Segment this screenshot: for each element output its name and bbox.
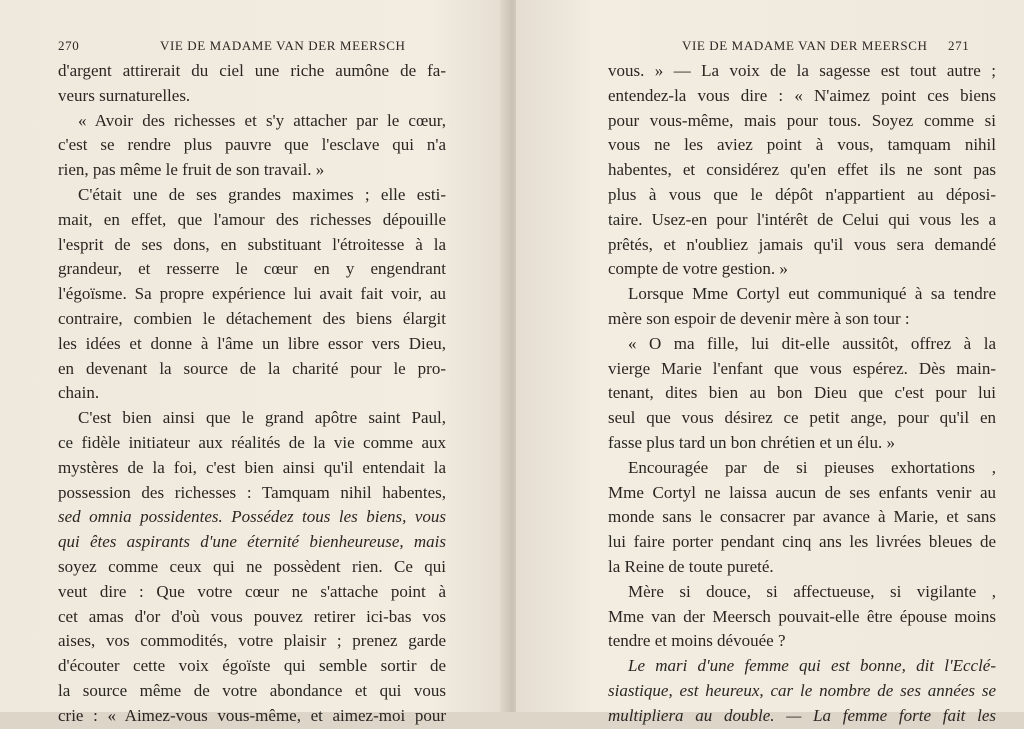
text-line: d'argent attirerait du ciel une riche aumône de fa- [58,61,446,80]
text-line-italic: sed omnia possidentes. Possédez tous les biens, vous [58,507,446,527]
right-page-number: 271 [948,38,970,53]
text-line: veut dire : Que votre cœur ne s'attache point à [58,581,446,601]
left-page [0,0,508,725]
text-line: « O ma fille, lui dit-elle aussitôt, offrez à la [628,333,996,353]
text-line: c'est se rendre plus pauvre que l'esclave qui n'a [58,135,446,155]
text-line: en devenant la source de la charité pour le pro- [58,358,446,378]
text-line: vous. » — La voix de la sagesse est tout autre ; [608,61,996,80]
text-line: Mme van der Meersch pouvait-elle être épouse moins [608,606,996,626]
text-line: taire. Usez-en pour l'intérêt de Celui qui vous les a [608,209,996,229]
text-line: vous ne les aviez point à vous, tamquam nihil [608,135,996,155]
text-line: veurs surnaturelles. [58,85,191,105]
text-line: ce fidèle initiateur aux réalités de la vie comme aux [58,432,446,452]
text-line: compte de votre gestion. » [608,259,788,279]
text-line: Mme Cortyl ne laissa aucun de ses enfants venir au [608,482,996,502]
text-line: cet amas d'or d'où vous pouvez retirer ici-bas vos [58,606,446,626]
text-line: habentes, et considérez qu'en effet ils ne sont pas [608,160,996,180]
text-line: l'égoïsme. Sa propre expérience lui avait fait voir, au [58,284,446,304]
text-line: seul que vous désirez ce petit ange, pour qu'il en [608,408,996,428]
text-line: fasse plus tard un bon chrétien et un élu. » [608,432,896,452]
right-running-head: VIE DE MADAME VAN DER MEERSCH [682,38,928,53]
text-line: l'esprit de ses dons, en substituant l'étroitesse à la [58,234,446,254]
text-line: Lorsque Mme Cortyl eut communiqué à sa tendre [628,284,996,304]
text-line: « Avoir des richesses et s'y attacher par le cœur, [78,110,446,130]
text-line: Mère si douce, si affectueuse, si vigilante , [628,581,996,601]
text-line: vierge Marie l'enfant que vous espérez. Dès main- [608,358,996,378]
text-line: C'est bien ainsi que le grand apôtre saint Paul, [78,408,446,428]
text-line: Encouragée par de si pieuses exhortations , [628,457,996,477]
text-line: tenant, dites bien au bon Dieu que c'est pour lui [608,383,996,403]
text-line: aises, vos commodités, votre plaisir ; prenez garde [58,631,446,651]
right-page-text [608,59,996,729]
text-line: chain. [58,383,100,403]
left-running-head: VIE DE MADAME VAN DER MEERSCH [160,38,406,53]
text-line-italic: multipliera au double. — La femme forte fait les [608,705,996,725]
text-line: d'écouter cette voix égoïste qui semble sortir de [58,656,446,676]
text-line-italic: Le mari d'une femme qui est bonne, dit l'Ecclé- [628,656,996,676]
text-line: entendez-la vous dire : « N'aimez point ces biens [608,85,996,105]
text-line-italic: siastique, est heureux, car le nombre de ses années se [608,680,996,700]
text-line: tendre et moins dévouée ? [608,631,786,651]
text-line: lui faire porter pendant cinq ans les livrées bleues de [608,532,996,552]
text-line: plus à vous que le dépôt n'appartient au déposi- [608,184,996,204]
text-line: mait, en effet, que l'amour des richesses dépouille [58,209,446,229]
text-line: mystères de la foi, c'est bien ainsi qu'il entendait la [58,457,446,477]
text-line: rien, pas même le fruit de son travail. » [58,160,325,180]
text-line: grandeur, et resserre le cœur en y engendrant [58,259,446,279]
text-line: monde sans le consacrer par avance à Marie, et sans [608,507,996,527]
text-line: soyez comme ceux qui ne possèdent rien. Ce qui [58,556,446,576]
text-line: les idées et donne à l'âme un libre essor vers Dieu, [58,333,446,353]
text-line: C'était une de ses grandes maximes ; elle esti- [78,184,446,204]
text-line: contraire, combien le détachement des biens élargit [58,308,446,328]
left-page-number: 270 [58,38,80,53]
text-line: crie : « Aimez-vous vous-même, et aimez-moi pour [58,705,446,725]
text-line: la Reine de toute pureté. [608,556,774,576]
text-line: possession des richesses : Tamquam nihil habentes, [58,482,446,502]
left-page-text [58,59,446,729]
right-page [516,0,1024,725]
text-line: prêtés, et n'oubliez jamais qu'il vous sera demandé [608,234,996,254]
text-line: mère son espoir de devenir mère à son tour : [608,308,910,328]
text-line: la source même de votre abondance et qui vous [58,680,446,700]
text-line-italic: qui êtes aspirants d'une éternité bienheureuse, mais [58,532,446,552]
text-line: pour vous-même, mais pour tous. Soyez comme si [608,110,996,130]
